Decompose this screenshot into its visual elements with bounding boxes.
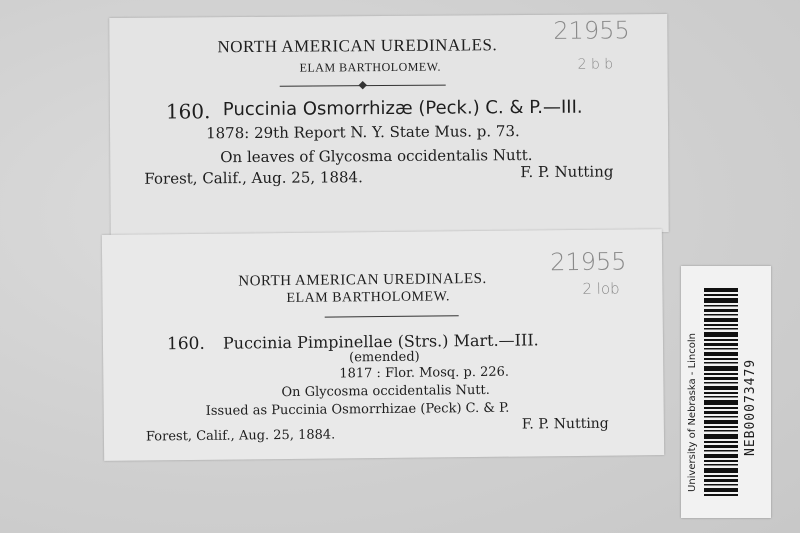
specimen-label-bottom	[102, 229, 664, 461]
divider-diamond	[358, 81, 366, 89]
handwritten-note: 2 lob	[582, 279, 620, 298]
collector: F. P. Nutting	[520, 162, 614, 182]
emended-note: (emended)	[349, 349, 420, 366]
collector-org: ELAM BARTHOLOMEW.	[286, 289, 451, 307]
citation: 1878: 29th Report N. Y. State Mus. p. 73.	[205, 122, 520, 143]
host: On Glycosma occidentalis Nutt.	[281, 382, 490, 401]
species-name: Puccinia Osmorrhizæ (Peck.) C. & P.—III.	[222, 96, 583, 121]
handwritten-number: 21955	[549, 247, 627, 277]
catalog-number: NEB00073479	[743, 358, 758, 456]
handwritten-number: 21955	[553, 16, 630, 45]
divider-rule	[325, 315, 459, 317]
collector: F. P. Nutting	[521, 415, 609, 433]
issued-as: Issued as Puccinia Osmorrhizae (Peck) C. & P.	[205, 400, 510, 419]
specimen-number: 160.	[165, 99, 211, 124]
handwritten-note: 2 b b	[577, 56, 614, 73]
barcode-icon	[704, 288, 738, 496]
locality: Forest, Calif., Aug. 25, 1884.	[145, 427, 336, 445]
host: On leaves of Glycosma occidentalis Nutt.	[220, 145, 533, 167]
citation: 1817 : Flor. Mosq. p. 226.	[339, 364, 510, 382]
collector-org: ELAM BARTHOLOMEW.	[299, 59, 441, 75]
species-name: Puccinia Pimpinellae (Strs.) Mart.—III.	[222, 330, 539, 353]
series-title: NORTH AMERICAN UREDINALES.	[238, 270, 487, 290]
barcode-label	[681, 266, 771, 518]
institution-name: University of Nebraska - Lincoln	[687, 333, 698, 492]
specimen-number: 160.	[166, 333, 205, 355]
specimen-label-top	[109, 14, 669, 236]
locality: Forest, Calif., Aug. 25, 1884.	[144, 168, 363, 188]
series-title: NORTH AMERICAN UREDINALES.	[217, 35, 498, 57]
